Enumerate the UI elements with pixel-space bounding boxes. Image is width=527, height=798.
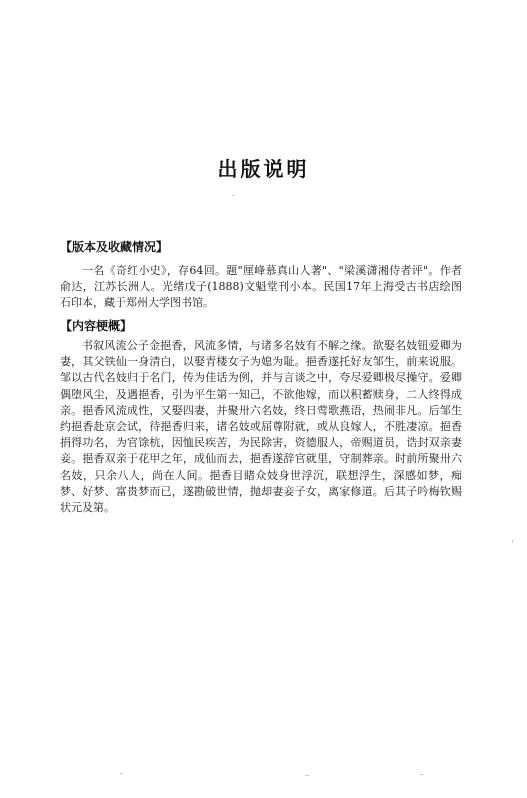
- section-paragraph-synopsis: 书叙风流公子金挹香，风流多情，与诸多名妓有不解之缘。欲娶名妓钮爱卿为妻，其父铁仙一身清白，以娶青楼女子为媳为耻。挹香遂托好友邹生，前来说服。邹以古代名妓归于名门，传为佳话为例，并与言谈之中，夸尽爱卿极尽操守。爱卿偶堕风尘，及遇挹香，引为平生第一知己，不欲他嫁，而以积蓄赎身，二人终得成亲。挹香风流成性，又娶四妻，并聚卅六名妓，终日莺歌燕语，热闹非凡。后邹生约挹香赴京会试，待挹香归来，诸名妓或屈尊附就，或从良嫁人，不胜凄凉。挹香捐得功名，为官馀杭，因恤民疾苦，为民除害，资德服人，帝赐道员，诰封双亲妻妾。挹香双亲于花甲之年，成仙而去，挹香遂辞官就里，守制葬亲。时前所聚卅六名妓，只余八人，尚在人间。挹香目睹众妓身世浮沉，联想浮生，深感如梦，痴梦、好梦、富贵梦而已，遂勘破世情，抛却妻妾子女，离家修道。后其子吟梅钦赐状元及第。: [60, 339, 462, 515]
- scan-speck: [120, 773, 123, 774]
- section-paragraph-edition: 一名《奇红小史》，存64回。题"厘峰慕真山人著"、"梁溪潇湘侍者评"。作者俞达，江苏长洲人。光绪戊子(1888)文魁堂刊小本。民国17年上海受古书店绘图石印本，藏于郑州大学图书馆。: [60, 264, 462, 310]
- section-heading-synopsis: 【内容梗概】: [60, 319, 133, 333]
- page-title: 出版说明: [217, 157, 310, 181]
- scan-speck: [420, 774, 423, 775]
- scan-speck: [512, 540, 513, 543]
- scan-speck: [232, 195, 234, 196]
- scan-speck: [305, 775, 309, 776]
- section-heading-edition: 【版本及收藏情况】: [60, 240, 169, 254]
